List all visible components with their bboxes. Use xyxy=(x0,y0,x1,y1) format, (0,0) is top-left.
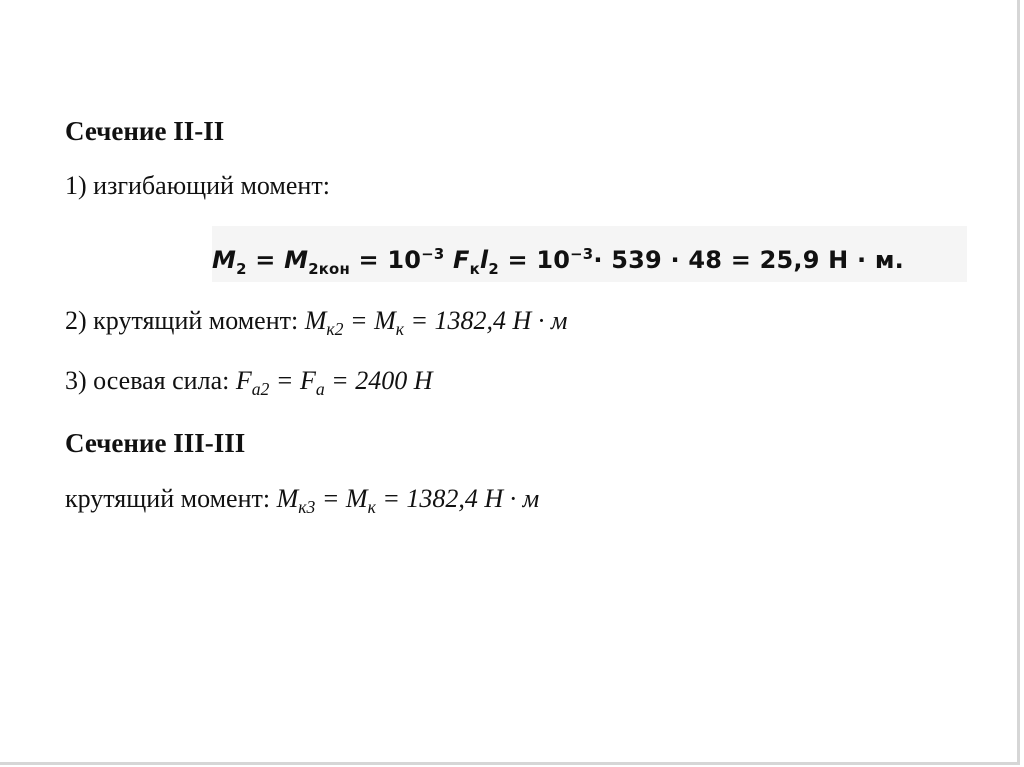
formula-symbol: F xyxy=(452,245,470,274)
formula-result: = 2400 Н xyxy=(324,366,433,395)
section-3-title: Сечение III-III xyxy=(65,428,246,458)
formula-equals: = xyxy=(358,245,379,274)
formula-subscript: к3 xyxy=(298,497,316,518)
formula-equals: = xyxy=(255,245,276,274)
axial-force-label: 3) осевая сила: xyxy=(65,366,230,395)
formula-symbol: l xyxy=(479,245,489,274)
formula-subscript: a2 xyxy=(251,379,270,400)
torque-label: 2) крутящий момент: xyxy=(65,306,299,335)
section-2-title: Сечение II-II xyxy=(65,116,225,146)
formula-symbol: M xyxy=(212,245,237,274)
formula-subscript: a xyxy=(315,379,325,400)
formula-number: 10 xyxy=(536,245,571,274)
formula-result: = 1382,4 Н · м xyxy=(375,484,540,513)
formula-subscript: 2 xyxy=(488,259,499,278)
formula-symbol: M xyxy=(374,306,396,335)
formula-result: = 1382,4 Н · м xyxy=(404,306,568,335)
bending-moment-formula xyxy=(212,226,967,282)
formula-symbol: M xyxy=(276,484,299,513)
formula-symbol: F xyxy=(299,366,316,395)
axial-force-formula xyxy=(235,366,433,400)
formula-exponent: −3 xyxy=(421,245,445,263)
formula-subscript: к2 xyxy=(326,319,344,340)
formula-symbol: F xyxy=(235,366,252,395)
formula-symbol: M xyxy=(284,245,309,274)
formula-equals: = xyxy=(269,366,300,395)
torque-3-formula xyxy=(276,484,540,518)
formula-equals: = xyxy=(730,245,752,274)
formula-number: 10 xyxy=(387,245,422,274)
formula-subscript: к xyxy=(469,259,480,278)
torque-line xyxy=(65,306,567,340)
formula-subscript: к xyxy=(367,497,376,518)
formula-subscript: 2кон xyxy=(308,259,350,278)
axial-force-line xyxy=(65,366,433,400)
formula-symbol: M xyxy=(304,306,327,335)
formula-result: 25,9 Н · м. xyxy=(759,245,904,274)
bending-moment-label: 1) изгибающий момент: xyxy=(65,171,330,200)
formula-calculation: · 539 · 48 xyxy=(593,245,723,274)
formula-exponent: −3 xyxy=(570,245,594,263)
torque-3-label: крутящий момент: xyxy=(65,484,271,513)
torque-formula xyxy=(304,306,568,340)
formula-subscript: к xyxy=(395,319,405,340)
formula-equals: = xyxy=(507,245,528,274)
torque-3-line xyxy=(65,484,539,518)
formula-subscript: 2 xyxy=(236,259,247,278)
formula-equals: = xyxy=(343,306,375,335)
formula-symbol: M xyxy=(345,484,368,513)
formula-equals: = xyxy=(315,484,346,513)
